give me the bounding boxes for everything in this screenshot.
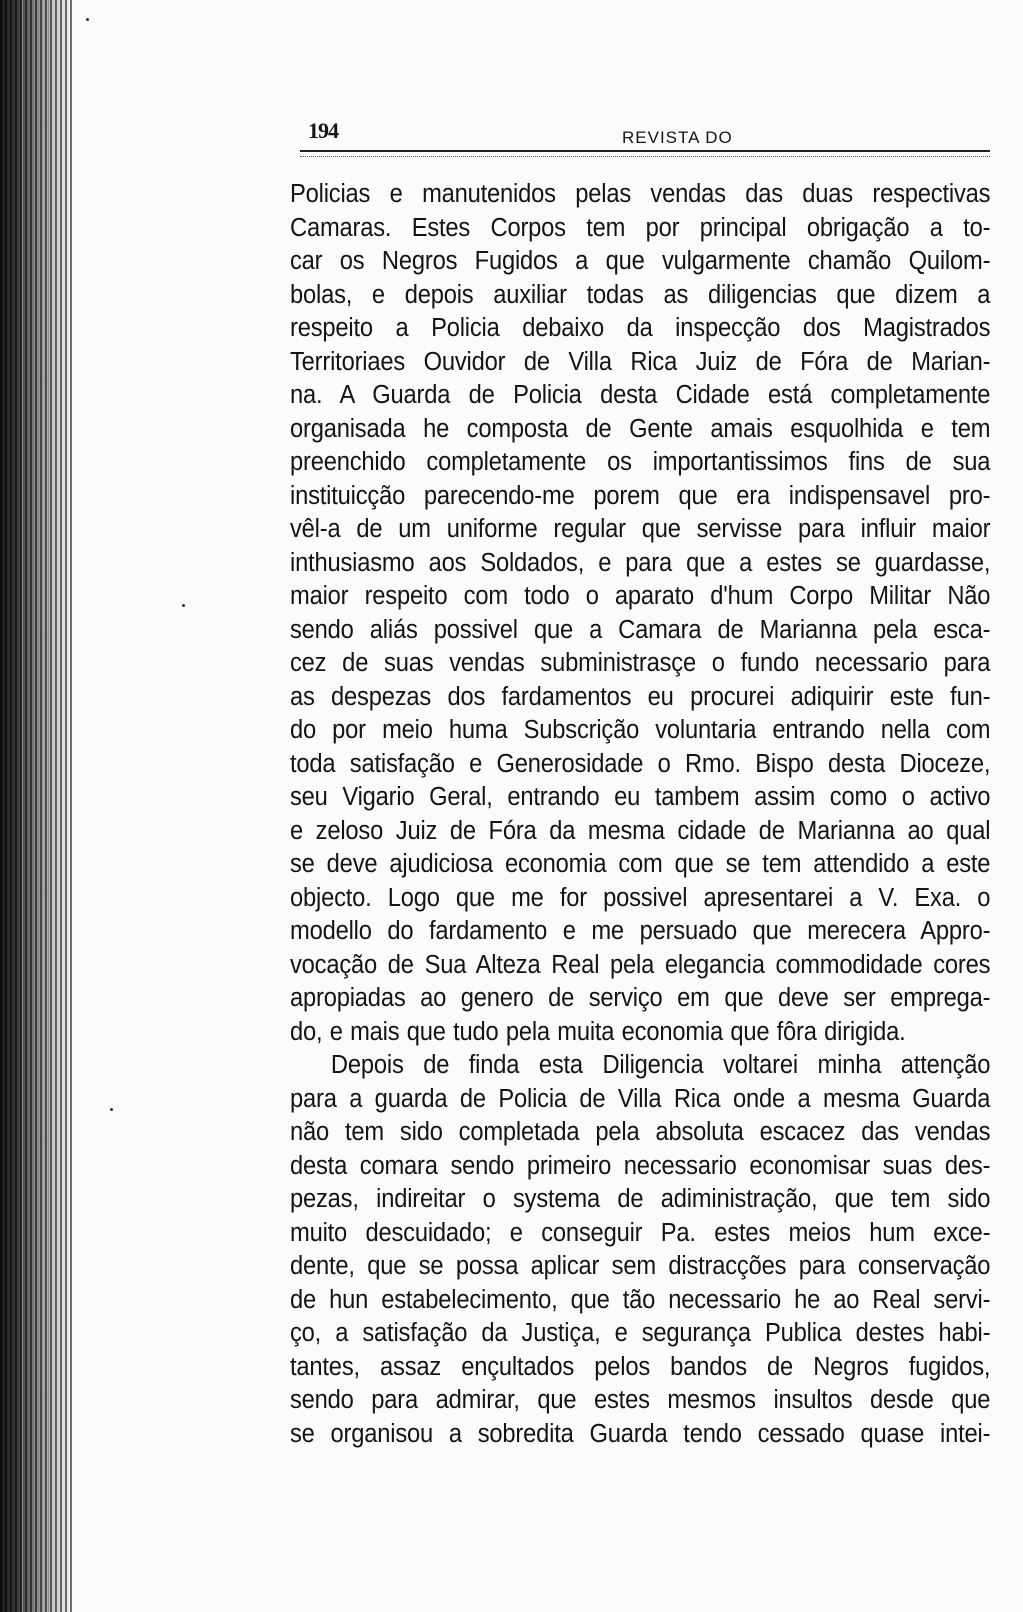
text-line: Depois de finda esta Diligencia voltarei minha attenção — [330, 1051, 991, 1079]
binding-line — [22, 0, 23, 1612]
text-line: vêl-a de um uniforme regular que servisse para influir maior — [290, 515, 991, 543]
text-line: Policias e manutenidos pelas vendas das duas respectivas — [290, 180, 991, 208]
book-binding-edge — [0, 0, 72, 1612]
page-number: 194 — [308, 118, 338, 143]
text-line: de hun estabelecimento, que tão necessario he ao Real servi- — [290, 1285, 991, 1314]
text-line: não tem sido completada pela absoluta escacez das vendas — [290, 1118, 991, 1146]
binding-line — [48, 0, 49, 1612]
binding-line — [34, 0, 35, 1612]
text-line: apropiadas ao genero de serviço em que deve ser emprega- — [290, 984, 991, 1012]
text-line: se deve ajudiciosa economia com que se tem attendido a este — [290, 850, 991, 878]
body-text — [290, 178, 990, 1451]
text-line: vocação de Sua Alteza Real pela elegancia commodidade cores — [290, 950, 991, 979]
text-line: desta comara sendo primeiro necessario economisar suas des- — [290, 1151, 991, 1180]
text-line: objecto. Logo que me for possivel apresentarei a V. Exa. o — [290, 883, 991, 912]
paper-speck — [110, 1108, 113, 1111]
text-line: para a guarda de Policia de Villa Rica onde a mesma Guarda — [290, 1084, 991, 1113]
text-line: modello do fardamento e me persuado que merecera Appro- — [290, 917, 991, 945]
text-line: se organisou a sobredita Guarda tendo cessado quase intei- — [290, 1419, 991, 1448]
text-line: Territoriaes Ouvidor de Villa Rica Juiz de Fóra de Marian- — [290, 347, 991, 376]
text-line: dente, que se possa aplicar sem distracções para conservação — [290, 1252, 991, 1280]
paper-speck — [86, 18, 89, 21]
text-line: muito descuidado; e conseguir Pa. estes meios hum exce- — [290, 1218, 991, 1247]
text-line: na. A Guarda de Policia desta Cidade está completamente — [290, 381, 991, 409]
header-rule — [300, 150, 990, 157]
text-line: as despezas dos fardamentos eu procurei adiquirir este fun- — [290, 682, 991, 711]
text-line: maior respeito com todo o aparato d'hum Corpo Militar Não — [290, 582, 991, 610]
text-line: respeito a Policia debaixo da inspecção dos Magistrados — [290, 314, 991, 342]
text-line: ço, a satisfação da Justiça, e segurança Publica destes habi- — [290, 1319, 991, 1347]
text-line: preenchido completamente os importantissimos fins de sua — [290, 448, 991, 476]
text-line: toda satisfação e Generosidade o Rmo. Bispo desta Dioceze, — [290, 749, 991, 778]
text-line: sendo aliás possivel que a Camara de Marianna pela esca- — [290, 615, 991, 644]
text-line: pezas, indireitar o systema de adiministração, que tem sido — [290, 1185, 991, 1213]
text-line: do por meio huma Subscrição voluntaria entrando nella com — [290, 716, 991, 744]
text-line: instituicção parecendo-me porem que era indispensavel pro- — [290, 481, 991, 510]
text-line: tantes, assaz ençultados pelos bandos de Negros fugidos, — [290, 1352, 991, 1381]
text-line: Camaras. Estes Corpos tem por principal obrigação a to- — [290, 213, 991, 242]
text-line: organisada he composta de Gente amais esquolhida e tem — [290, 414, 991, 443]
text-line: seu Vigario Geral, entrando eu tambem assim como o activo — [290, 783, 991, 811]
text-line: car os Negros Fugidos a que vulgarmente chamão Quilom- — [290, 247, 991, 275]
text-line: cez de suas vendas subministrasçe o fundo necessario para — [290, 649, 991, 677]
paper-speck — [182, 604, 185, 607]
text-line: e zeloso Juiz de Fóra da mesma cidade de Marianna ao qual — [290, 816, 991, 845]
page-header — [300, 112, 990, 152]
text-line: sendo para admirar, que estes mesmos insultos desde que — [290, 1386, 991, 1414]
text-line: inthusiasmo aos Soldados, e para que a estes se guardasse, — [290, 548, 991, 577]
text-line: bolas, e depois auxiliar todas as diligencias que dizem a — [290, 280, 991, 309]
text-line: do, e mais que tudo pela muita economia que fôra dirigida. — [290, 1017, 906, 1046]
running-head: REVISTA DO — [622, 128, 733, 147]
